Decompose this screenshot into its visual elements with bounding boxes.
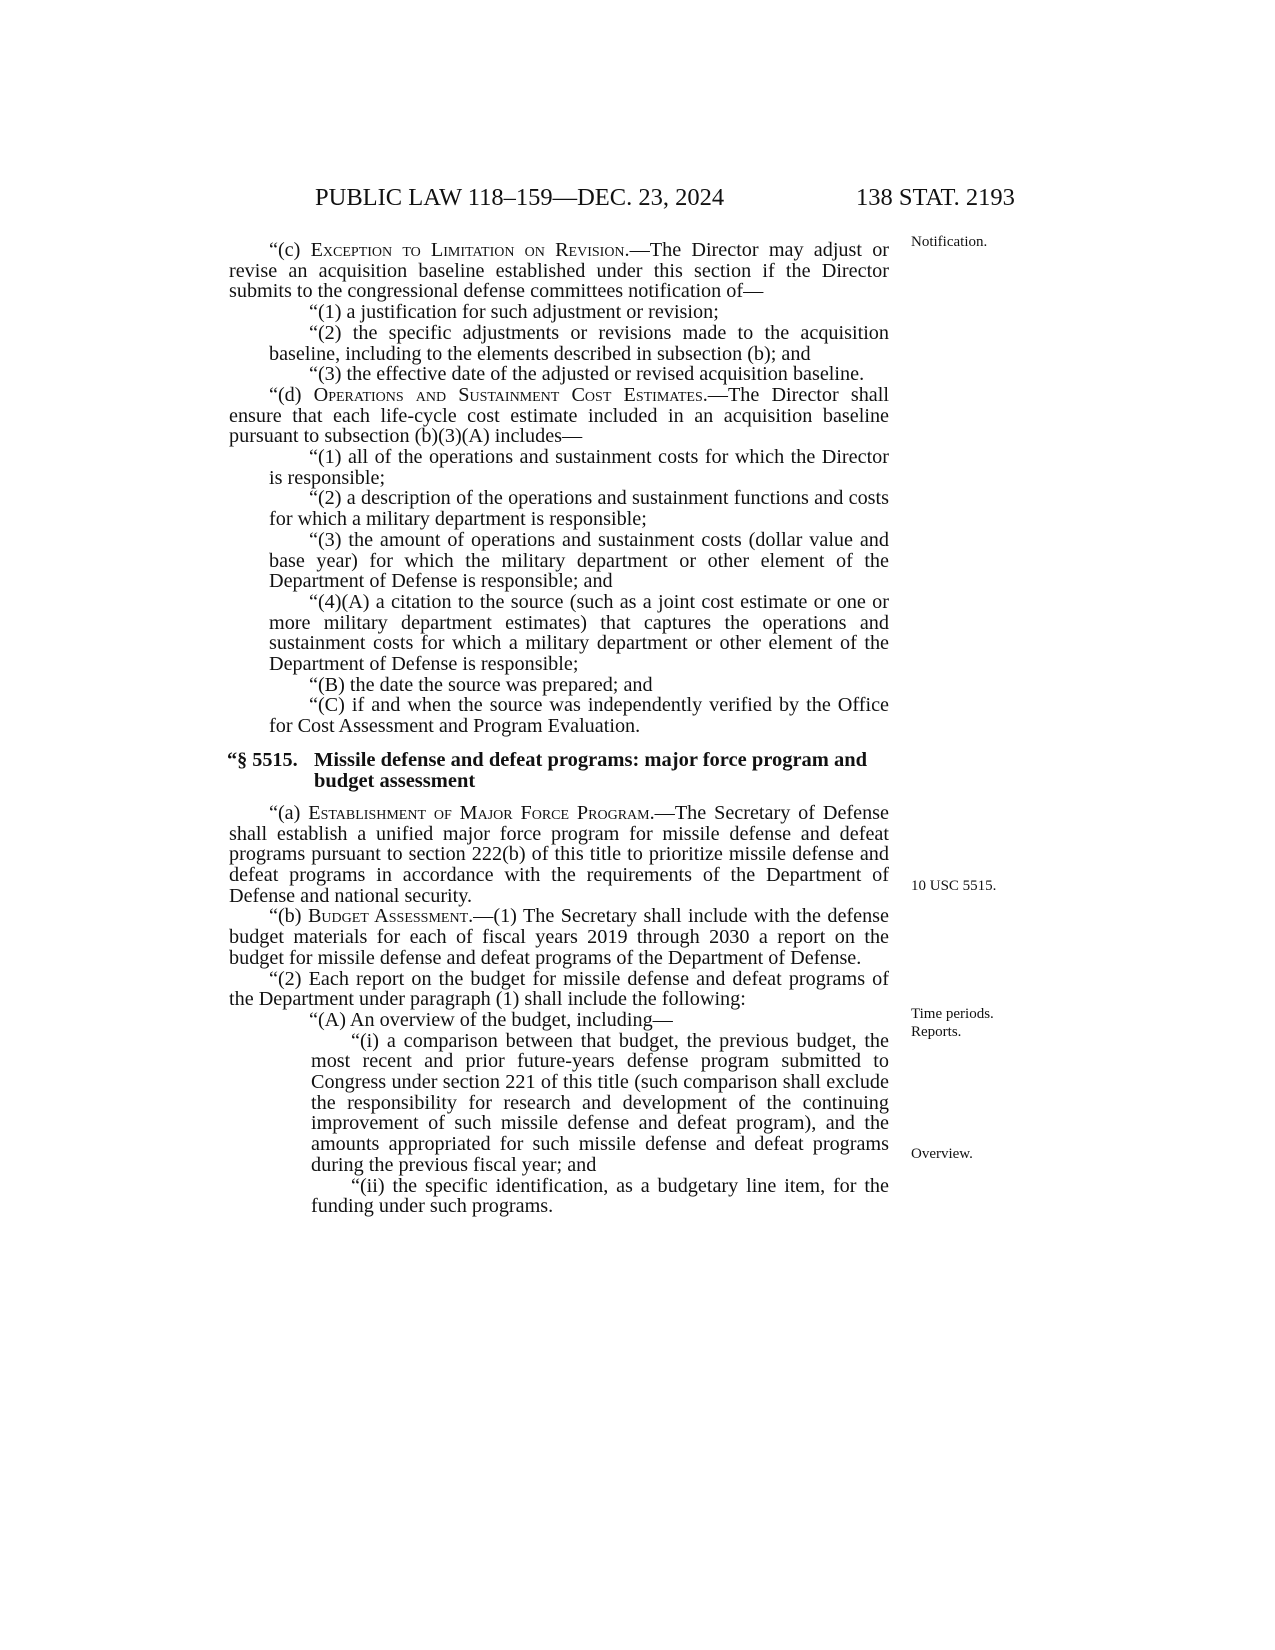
paragraph-d1: “(1) all of the operations and sustainment costs for which the Director is responsible; — [269, 446, 889, 489]
clause-b-ii: “(ii) the specific identification, as a budgetary line item, for the funding under such programs. — [311, 1174, 889, 1218]
subparagraph-bA: “(A) An overview of the budget, including— — [309, 1008, 673, 1031]
section-number: “§ 5515. — [227, 748, 298, 771]
subsection-c: “(c) Exception to Limitation on Revision.—The Director may adjust or revise an acquisition baseline established under this section if the Director submits to the congressional defense committees notification of— — [229, 239, 890, 303]
running-header-page: 138 STAT. 2193 — [856, 184, 1015, 211]
subsection-d-heading: Operations and Sustainment Cost Estimates. — [313, 383, 708, 406]
clause-b-i: “(i) a comparison between that budget, the previous budget, the most recent and prior future-years defense program submitted to Congress under section 221 of this title (such comparison shall exclude the responsibility for research and development of the continuing improvement of such missile defense and defeat program), and the amounts appropriated for such missile defense and defeat programs during the previous fiscal year; and — [311, 1029, 889, 1176]
section-heading — [229, 750, 889, 792]
paragraph-b2: “(2) Each report on the budget for missile defense and defeat programs of the Department under paragraph (1) shall include the following: — [229, 967, 889, 1011]
subsection-b: “(b) Budget Assessment.—(1) The Secretary shall include with the defense budget materials for each of fiscal years 2019 through 2030 a report on the budget for missile defense and defeat programs of the Department of Defense. — [229, 905, 889, 969]
section-title: Missile defense and defeat programs: major force program and budget assessment — [314, 748, 868, 792]
paragraph-c2: “(2) the specific adjustments or revisions made to the acquisition baseline, including to the elements described in subsection (b); and — [269, 321, 889, 365]
paragraph-d2: “(2) a description of the operations and sustainment functions and costs for which a military department is responsible; — [269, 487, 889, 531]
paragraph-c1: “(1) a justification for such adjustment or revision; — [309, 301, 719, 324]
running-header-title: PUBLIC LAW 118–159—DEC. 23, 2024 — [315, 184, 725, 211]
subsection-c-heading: Exception to Limitation on Revision. — [310, 239, 630, 261]
margin-note-overview: Overview. — [911, 1146, 973, 1162]
margin-note-notification: Notification. — [911, 234, 988, 250]
margin-note-usc: 10 USC 5515. — [911, 878, 997, 894]
paragraph-d3: “(3) the amount of operations and sustainment costs (dollar value and base year) for which the military department or other element of the Department of Defense is responsible; and — [269, 528, 889, 593]
subsection-a-heading: Establishment of Major Force Program. — [308, 801, 655, 824]
margin-note-reports: Reports. — [911, 1024, 962, 1040]
subsection-b-heading: Budget Assessment. — [307, 905, 474, 928]
paragraph-d4a: “(4)(A) a citation to the source (such as a joint cost estimate or one or more military department estimates) that captures the operations and sustainment costs for which a military department or other element of the Department of Defense is responsible; — [269, 590, 889, 676]
margin-note-time-periods: Time periods. — [911, 1006, 994, 1022]
subsection-a: “(a) Establishment of Major Force Program.—The Secretary of Defense shall establish a unified major force program for missile defense and defeat programs pursuant to section 222(b) of this title to prioritize missile defense and defeat programs in accordance with the requirements of the Department of Defense and national security. — [229, 801, 890, 907]
paragraph-c3: “(3) the effective date of the adjusted or revised acquisition baseline. — [309, 363, 865, 386]
paragraph-d4b: “(B) the date the source was prepared; and — [309, 673, 653, 696]
subsection-d: “(d) Operations and Sustainment Cost Estimates.—The Director shall ensure that each life-cycle cost estimate included in an acquisition baseline pursuant to subsection (b)(3)(A) includes— — [229, 383, 889, 448]
statute-body — [229, 240, 889, 1217]
paragraph-d4c: “(C) if and when the source was independently verified by the Office for Cost Assessment and Program Evaluation. — [269, 694, 889, 738]
